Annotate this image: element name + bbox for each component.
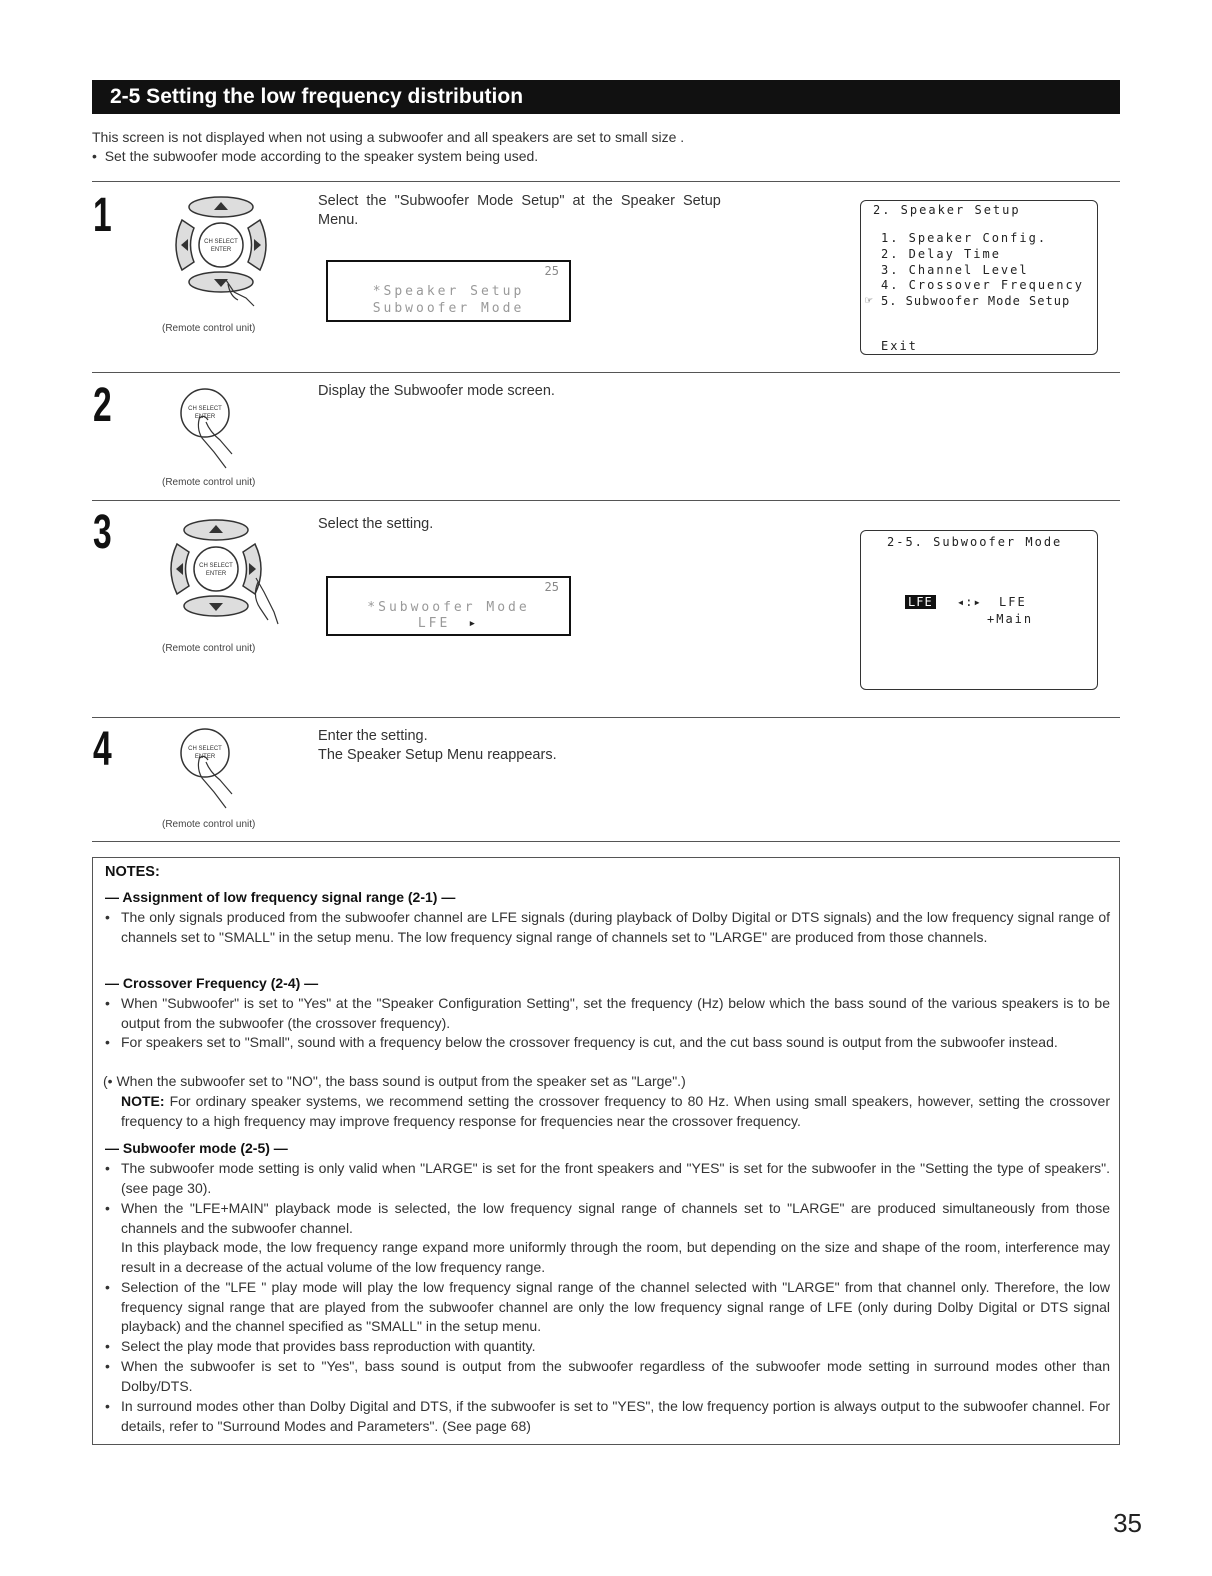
button-label-2: ENTER bbox=[205, 571, 227, 577]
note-paragraph bbox=[121, 1092, 1110, 1131]
notes-subheading: — Crossover Frequency (2-4) — bbox=[105, 975, 319, 991]
osd-item-2: 2. Delay Time bbox=[881, 247, 1001, 261]
enter-button-icon bbox=[170, 388, 260, 478]
note-text: The subwoofer mode setting is only valid when "LARGE" is set for the front speakers and "YES" is set for the subwoofer in the "Setting the type of speakers". (see page 30). bbox=[121, 1160, 1110, 1196]
notes-title: NOTES: bbox=[105, 864, 160, 880]
display-line-2 bbox=[328, 616, 569, 631]
display-number: 25 bbox=[544, 580, 559, 594]
note-text: Selection of the "LFE " play mode will play the low frequency signal range of the channel selected with "LARGE" from that channel only. Therefore, the low frequency signal range that are played from the subwoofer channel are only the low frequency signal range of LFE (only during Dolby Digital or DTS signal playback) and the channel specified as "SMALL" in the setup menu. bbox=[121, 1279, 1110, 1334]
step-1-line-2: Menu. bbox=[318, 212, 359, 228]
divider bbox=[92, 841, 1120, 842]
bullet: • bbox=[92, 148, 105, 164]
note-text: For speakers set to "Small", sound with a frequency below the crossover frequency is cut, and the cut bass sound is output from the subwoofer instead. bbox=[121, 1034, 1058, 1050]
step-3-text: Select the setting. bbox=[318, 516, 434, 532]
button-label-1: CH SELECT bbox=[188, 406, 222, 412]
remote-dpad-icon bbox=[168, 188, 274, 318]
divider bbox=[92, 181, 1120, 182]
button-label-2: ENTER bbox=[194, 414, 216, 420]
note-text: When the "LFE+MAIN" playback mode is selected, the low frequency signal range of channels set to "LARGE" are produced simultaneously from those channels and the subwoofer channel. bbox=[121, 1200, 1110, 1236]
divider bbox=[92, 717, 1120, 718]
step-4-text bbox=[318, 727, 557, 765]
note-text: Select the play mode that provides bass reproduction with quantity. bbox=[121, 1338, 536, 1354]
osd-title: 2. Speaker Setup bbox=[873, 203, 1021, 217]
note-bullet: • For speakers set to "Small", sound with a frequency below the crossover frequency is cut, and the cut bass sound is output from the subwoofer instead. bbox=[105, 1033, 1110, 1053]
note-bullet: • The only signals produced from the subwoofer channel are LFE signals (during playback of Dolby Digital or DTS signals) and the low frequency signal range of channels set to "SMALL" in the setup menu. The low frequency signal range of channels set to "LARGE" are produced from those channels. bbox=[105, 908, 1110, 947]
osd-exit: Exit bbox=[881, 339, 918, 353]
note-bullet: • The subwoofer mode setting is only valid when "LARGE" is set for the front speakers and "YES" is set for the subwoofer in the "Setting the type of speakers". (see page 30). bbox=[105, 1159, 1110, 1198]
page-number: 35 bbox=[1113, 1508, 1142, 1538]
right-arrow-icon: ▸ bbox=[468, 616, 480, 631]
step-4-line-2: The Speaker Setup Menu reappears. bbox=[318, 747, 557, 763]
note-label: NOTE: bbox=[121, 1093, 165, 1109]
button-label-1: CH SELECT bbox=[204, 239, 238, 245]
note-bullet: • When the subwoofer is set to "Yes", bass sound is output from the subwoofer regardless of the subwoofer mode setting in surround modes other than Dolby/DTS. bbox=[105, 1357, 1110, 1396]
note-paragraph bbox=[105, 1238, 1110, 1277]
step-4-number: 4 bbox=[93, 723, 112, 776]
remote-label: (Remote control unit) bbox=[162, 323, 256, 334]
osd-item-1: 1. Speaker Config. bbox=[881, 231, 1048, 245]
display-line-2: Subwoofer Mode bbox=[372, 301, 525, 316]
osd-item-4: 4. Crossover Frequency bbox=[881, 278, 1084, 292]
display-line-2-text: LFE bbox=[417, 616, 451, 631]
note-bullet: • In surround modes other than Dolby Digital and DTS, if the subwoofer is set to "YES", the low frequency portion is always output to the subwoofer channel. For details, refer to "Surround Modes and Parameters". (See page 68) bbox=[105, 1397, 1110, 1436]
osd-speaker-setup bbox=[860, 200, 1098, 355]
step-1-line-1: Select the "Subwoofer Mode Setup" at the Speaker Setup bbox=[318, 193, 721, 209]
notes-box bbox=[92, 857, 1120, 1445]
intro-line-1: This screen is not displayed when not using a subwoofer and all speakers are set to small size . bbox=[92, 129, 685, 145]
enter-button-icon bbox=[170, 728, 260, 818]
intro-line-2 bbox=[92, 147, 684, 166]
osd-option-1: LFE bbox=[999, 595, 1027, 609]
button-label-2: ENTER bbox=[210, 247, 232, 253]
button-label-1: CH SELECT bbox=[199, 563, 233, 569]
notes-subheading: — Subwoofer mode (2-5) — bbox=[105, 1140, 288, 1156]
osd-subwoofer-mode bbox=[860, 530, 1098, 690]
notes-subheading: — Assignment of low frequency signal range (2-1) — bbox=[105, 889, 456, 905]
remote-dpad-icon bbox=[160, 512, 280, 640]
display-line-1: *Subwoofer Mode bbox=[367, 600, 530, 615]
front-display-1 bbox=[326, 260, 571, 322]
button-label-2: ENTER bbox=[194, 754, 216, 760]
osd-title: 2-5. Subwoofer Mode bbox=[887, 535, 1063, 549]
note-bullet: • When the "LFE+MAIN" playback mode is selected, the low frequency signal range of channels set to "LARGE" are produced simultaneously from those channels and the subwoofer channel. bbox=[105, 1199, 1110, 1238]
note-text: The only signals produced from the subwoofer channel are LFE signals (during playback of Dolby Digital or DTS signals) and the low frequency signal range of channels set to "SMALL" in the setup menu. The low frequency signal range of channels set to "LARGE" are produced from those channels. bbox=[121, 909, 1110, 945]
note-bullet: • Select the play mode that provides bass reproduction with quantity. bbox=[105, 1337, 1110, 1357]
osd-badge: LFE bbox=[905, 595, 936, 609]
step-1-number: 1 bbox=[93, 189, 112, 242]
step-3-number: 3 bbox=[93, 506, 112, 559]
note-text: In surround modes other than Dolby Digital and DTS, if the subwoofer is set to "YES", the low frequency portion is always output to the subwoofer channel. For details, refer to "Surround Modes and Parameters". (See page 68) bbox=[121, 1398, 1110, 1434]
remote-label: (Remote control unit) bbox=[162, 643, 256, 654]
intro bbox=[92, 128, 684, 166]
step-2-number: 2 bbox=[93, 379, 112, 432]
note-text: When the subwoofer is set to "Yes", bass sound is output from the subwoofer regardless of the subwoofer mode setting in surround modes other than Dolby/DTS. bbox=[121, 1358, 1110, 1394]
intro-line-2-text: Set the subwoofer mode according to the speaker system being used. bbox=[104, 148, 539, 164]
note-bullet: • When "Subwoofer" is set to "Yes" at the "Speaker Configuration Setting", set the frequency (Hz) below which the bass sound of the various speakers is to be output from the subwoofer (the crossover frequency). bbox=[105, 994, 1110, 1033]
note-text: In this playback mode, the low frequency range expand more uniformly through the room, but depending on the size and shape of the room, interference may result in a decrease of the actual volume of the low frequency range. bbox=[121, 1239, 1110, 1275]
display-line-1: *Speaker Setup bbox=[372, 284, 525, 299]
step-2-text: Display the Subwoofer mode screen. bbox=[318, 383, 555, 399]
osd-item-5: 5. Subwoofer Mode Setup bbox=[881, 294, 1071, 308]
note-bullet: • Selection of the "LFE " play mode will play the low frequency signal range of the channel selected with "LARGE" from that channel only. Therefore, the low frequency signal range that are played from the subwoofer channel are only the low frequency signal range of LFE (only during Dolby Digital or DTS signal playback) and the channel specified as "SMALL" in the setup menu. bbox=[105, 1278, 1110, 1337]
note-text: When "Subwoofer" is set to "Yes" at the "Speaker Configuration Setting", set the frequency (Hz) below which the bass sound of the various speakers is to be output from the subwoofer (the crossover frequency). bbox=[121, 995, 1110, 1031]
divider bbox=[92, 500, 1120, 501]
step-1-text bbox=[318, 192, 721, 230]
step-4-line-1: Enter the setting. bbox=[318, 728, 428, 744]
remote-label: (Remote control unit) bbox=[162, 819, 256, 830]
note-text: For ordinary speaker systems, we recommend setting the crossover frequency to 80 Hz. When using small speakers, however, setting the crossover frequency to a high frequency may improve frequency response for frequencies near the crossover frequency. bbox=[121, 1093, 1111, 1129]
note-line: (• When the subwoofer set to "NO", the bass sound is output from the speaker set as "Large".) bbox=[103, 1073, 686, 1089]
button-label-1: CH SELECT bbox=[188, 746, 222, 752]
front-display-3 bbox=[326, 576, 571, 636]
section-title: 2-5 Setting the low frequency distribution bbox=[92, 80, 1120, 114]
left-right-arrows-icon: ◂:▸ bbox=[957, 595, 982, 609]
remote-label: (Remote control unit) bbox=[162, 477, 256, 488]
osd-option-2: +Main bbox=[987, 612, 1034, 626]
display-number: 25 bbox=[544, 264, 559, 278]
osd-item-3: 3. Channel Level bbox=[881, 263, 1029, 277]
pointer-icon: ☞ bbox=[865, 293, 873, 307]
divider bbox=[92, 372, 1120, 373]
